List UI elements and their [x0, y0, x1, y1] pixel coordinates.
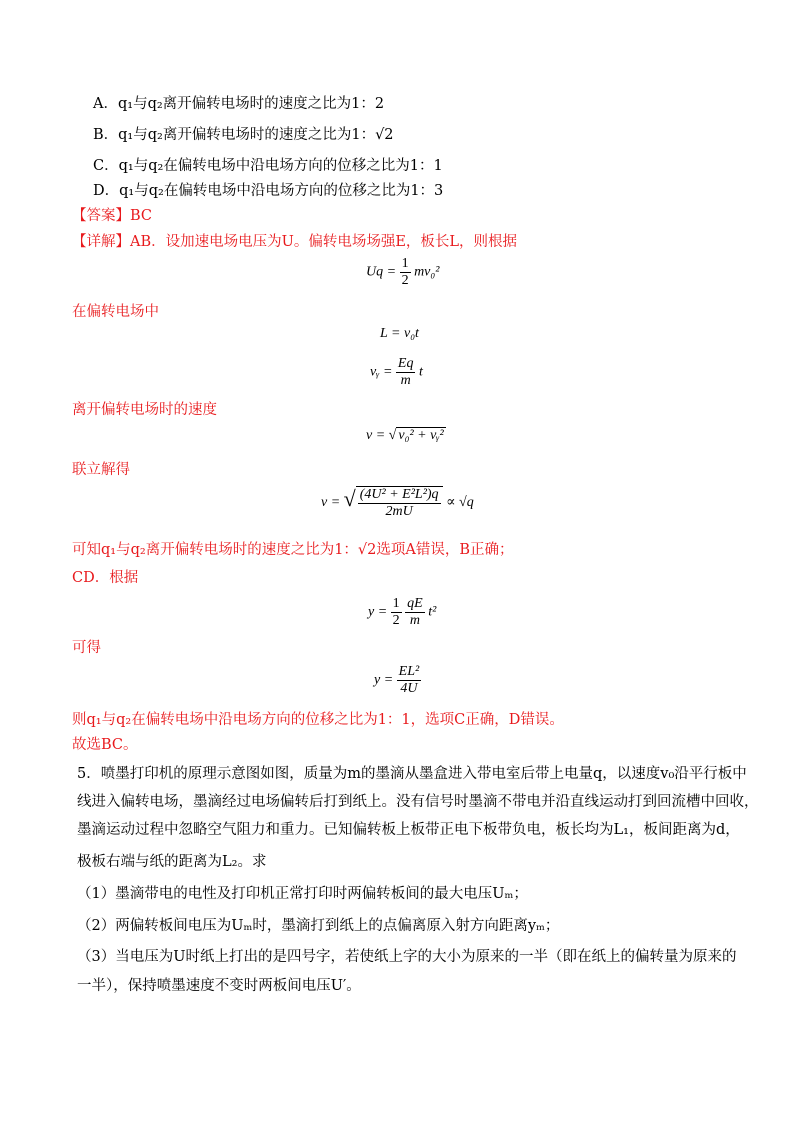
option-a: A．q₁与q₂离开偏转电场时的速度之比为1：2 — [93, 96, 385, 112]
formula-disp-num1: 1 — [392, 596, 400, 611]
formula-speed: v = √ v₀² + vᵧ² — [366, 428, 444, 443]
formula-disp-den2: m — [409, 613, 421, 628]
formula-final-displacement — [374, 664, 421, 697]
formula-vy-left: vᵧ = — [370, 364, 393, 380]
formula-vy-den: m — [400, 373, 411, 388]
formula-disp-right: t² — [428, 604, 437, 620]
conclusion-text: 故选BC。 — [72, 737, 138, 753]
formula-solved-den: 2mU — [385, 504, 413, 519]
formula-energy-left: Uq = — [366, 264, 397, 280]
formula-vy-right: t — [418, 364, 423, 380]
formula-solved-speed: v = √ $\frac{\text{(4U² + E²L²)q}}{2mU}$ ∝ √q — [321, 486, 474, 519]
speed-ratio-text: 可知q₁与q₂离开偏转电场时的速度之比为1：√2选项A错误，B正确； — [72, 542, 514, 558]
q5-sub1: （1）墨滴带电的电性及打印机正常打印时两偏转板间的最大电压Uₘ； — [77, 886, 528, 902]
formula-vy — [370, 356, 423, 389]
answer-label: 【答案】BC — [72, 208, 153, 224]
formula-length: L = v₀t — [380, 326, 419, 341]
formula-solved-num: (4U² + E²L²)q — [359, 487, 439, 502]
option-d: D．q₁与q₂在偏转电场中沿电场方向的位移之比为1：3 — [93, 183, 444, 199]
option-c: C．q₁与q₂在偏转电场中沿电场方向的位移之比为1：1 — [93, 158, 443, 174]
q5-line4: 极板右端与纸的距离为L₂。求 — [77, 854, 267, 870]
formula-solved-left: v = — [321, 495, 341, 511]
formula-vy-num: Eq — [397, 356, 414, 371]
formula-displacement — [368, 596, 436, 629]
q5-sub3b: 一半），保持喷墨速度不变时两板间电压U′。 — [77, 978, 361, 994]
disp-ratio-text: 则q₁与q₂在偏转电场中沿电场方向的位移之比为1：1，选项C正确，D错误。 — [72, 712, 564, 728]
cd-intro-text: CD．根据 — [72, 570, 139, 586]
formula-energy-num: 1 — [401, 256, 409, 271]
formula-final-den: 4U — [400, 681, 418, 696]
leave-speed-text: 离开偏转电场时的速度 — [72, 402, 217, 418]
detail-intro: 【详解】AB．设加速电场电压为U。偏转电场场强E，板长L，则根据 — [72, 234, 518, 250]
in-field-text: 在偏转电场中 — [72, 304, 159, 320]
obtain-text: 可得 — [72, 640, 101, 656]
formula-final-left: y = — [374, 672, 394, 688]
combine-text: 联立解得 — [72, 462, 130, 478]
formula-disp-den1: 2 — [392, 613, 400, 628]
q5-sub2: （2）两偏转板间电压为Uₘ时，墨滴打到纸上的点偏离原入射方向距离yₘ； — [77, 918, 560, 934]
formula-disp-num2: qE — [407, 596, 423, 611]
formula-speed-radicand: v₀² + vᵧ² — [398, 428, 444, 443]
q5-line3: 墨滴运动过程中忽略空气阻力和重力。已知偏转板上板带正电下板带负电，板长均为L₁，板间距离为d， — [77, 822, 740, 838]
formula-solved-right: ∝ √q — [446, 495, 474, 511]
formula-energy-right: mv₀² — [414, 264, 440, 280]
formula-final-num: EL² — [398, 664, 420, 679]
q5-sub3a: （3）当电压为U时纸上打出的是四号字，若使纸上字的大小为原来的一半（即在纸上的偏转量为原来的 — [77, 949, 737, 965]
formula-energy — [366, 256, 439, 289]
q5-line1: 5．喷墨打印机的原理示意图如图，质量为m的墨滴从墨盒进入带电室后带上电量q，以速度v₀沿平行板中 — [77, 766, 747, 782]
option-b: B．q₁与q₂离开偏转电场时的速度之比为1：√2 — [93, 127, 394, 143]
formula-disp-left: y = — [368, 604, 388, 620]
formula-speed-left: v = — [366, 428, 386, 443]
q5-line2: 线进入偏转电场，墨滴经过电场偏转后打到纸上。没有信号时墨滴不带电并沿直线运动打到回流槽中回收， — [77, 794, 759, 810]
formula-energy-den: 2 — [401, 273, 409, 288]
